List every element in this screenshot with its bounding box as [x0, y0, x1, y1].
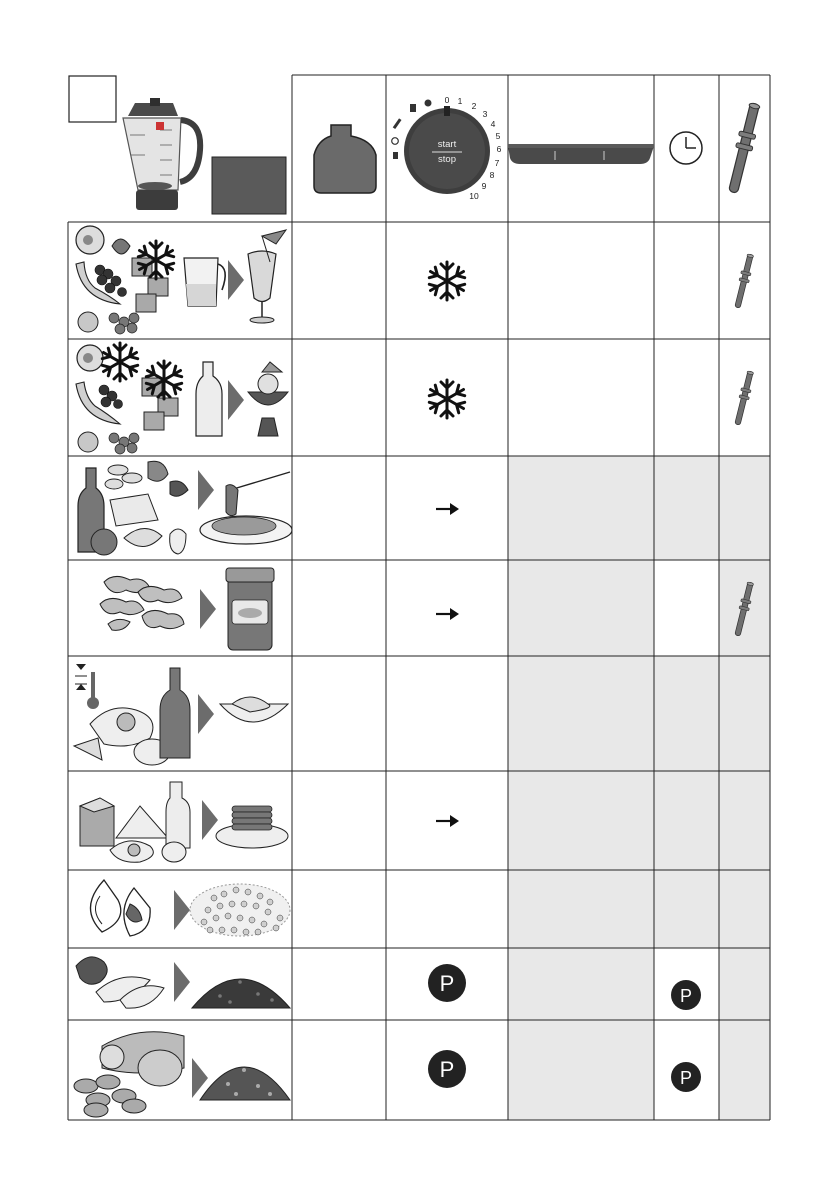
dial-num-3: 3: [482, 109, 488, 119]
tamper-icon: [735, 253, 756, 308]
dial-num-10: 10: [469, 191, 479, 201]
pulse-label: P: [439, 1057, 455, 1082]
row-mayonnaise: [74, 664, 288, 765]
control-dial-icon: [392, 95, 502, 201]
food-illustration: [90, 880, 290, 936]
motor-base-swatch: [212, 157, 286, 214]
food-illustration: [80, 782, 288, 862]
pulse-p-icon: [428, 1050, 466, 1088]
header-row: [69, 76, 763, 214]
program-snowflake-icon: [429, 262, 464, 300]
food-illustration: [76, 226, 286, 334]
tamper-icon: [729, 102, 764, 194]
food-illustration: [74, 1032, 290, 1117]
dial-num-1: 1: [457, 96, 463, 106]
blender-jar-icon: [123, 98, 200, 210]
clock-icon: [670, 132, 702, 164]
row-pasta-sauce: [78, 461, 459, 555]
dial-num-0: 0: [444, 95, 450, 105]
dial-start-label: start: [437, 139, 457, 150]
lid-icon: [508, 144, 654, 164]
dial-num-9: 9: [481, 181, 487, 191]
timer-pulse-p-icon: [671, 980, 701, 1010]
weight-icon: [314, 125, 376, 193]
dial-stop-label: stop: [438, 154, 456, 165]
pulse-p-icon: [428, 964, 466, 1002]
dial-num-5: 5: [495, 131, 501, 141]
dial-num-6: 6: [496, 144, 502, 154]
pulse-label: P: [439, 971, 455, 996]
food-illustration: [100, 568, 274, 650]
arrow-right-icon: [436, 608, 459, 620]
timer-pulse-label: P: [679, 986, 693, 1006]
row-batter: [80, 782, 459, 862]
food-illustration: [74, 664, 288, 765]
food-illustration: [78, 461, 292, 555]
arrow-right-icon: [436, 815, 459, 827]
timer-pulse-p-icon: [671, 1062, 701, 1092]
program-snowflake-icon: [429, 380, 464, 418]
row-nut-butter: [100, 568, 756, 650]
tamper-icon: [735, 370, 756, 425]
section-label-box: [69, 76, 116, 122]
dial-num-4: 4: [490, 119, 496, 129]
timer-pulse-label: P: [679, 1068, 693, 1088]
arrow-right-icon: [436, 503, 459, 515]
dial-num-8: 8: [489, 170, 495, 180]
dial-num-7: 7: [494, 158, 500, 168]
dial-num-2: 2: [471, 101, 477, 111]
food-illustration: [76, 343, 288, 454]
row-onions: [90, 880, 290, 936]
food-illustration: [76, 957, 290, 1008]
